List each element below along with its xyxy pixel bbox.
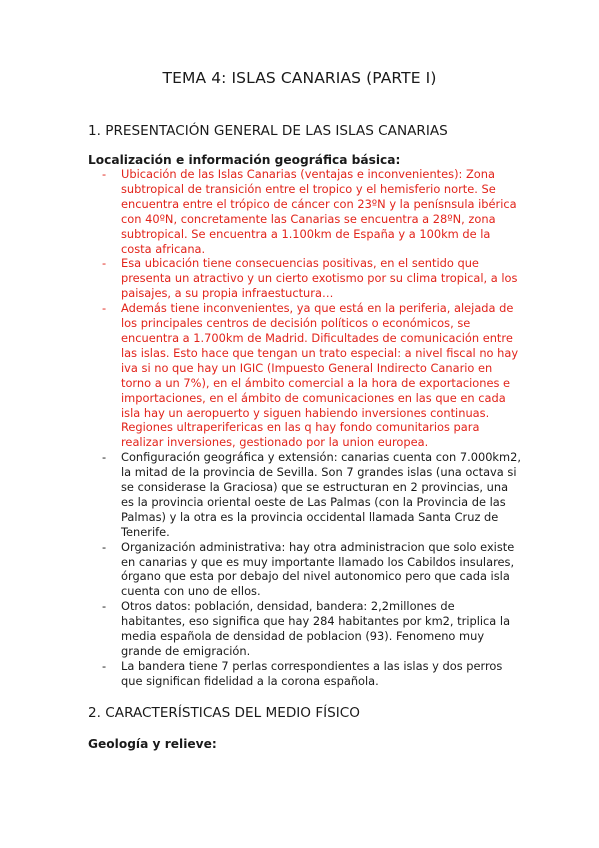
- bullet-dash: -: [102, 167, 107, 181]
- bullet-item-ubicacion: [102, 167, 522, 256]
- bullet-dash: -: [102, 658, 107, 673]
- bullet-item-configuracion: [102, 450, 522, 539]
- section-2-subheading: Geología y relieve:: [88, 737, 217, 751]
- bullet-text: Otros datos: población, densidad, bandera: 2,2millones de habitantes, eso significa que hay 284 habitantes por km2, triplica la media española de densidad de poblacion (93). Fenomeno muy grande de emigración.: [121, 599, 511, 658]
- section-1-bullet-list: [102, 167, 522, 689]
- bullet-dash: -: [102, 450, 107, 465]
- bullet-dash: -: [102, 539, 107, 554]
- bullet-dash: -: [102, 256, 107, 271]
- bullet-dash: -: [102, 301, 107, 316]
- bullet-item-bandera: [102, 659, 522, 689]
- bullet-item-inconvenientes: [102, 301, 522, 450]
- bullet-dash: -: [102, 599, 107, 614]
- document-title: TEMA 4: ISLAS CANARIAS (PARTE I): [162, 69, 437, 87]
- bullet-text: La bandera tiene 7 perlas correspondientes a las islas y dos perros que significan fidelidad a la corona española.: [121, 658, 503, 688]
- section-1-subheading: Localización e información geográfica básica:: [88, 153, 401, 167]
- bullet-text: Organización administrativa: hay otra administracion que solo existe en canarias y que es muy importante llamado los Cabildos insulares, órgano que esta por debajo del nivel autonomico pero que cada isla cuenta con uno de ellos.: [121, 539, 515, 599]
- bullet-text: Configuración geográfica y extensión: canarias cuenta con 7.000km2, la mitad de la provincia de Sevilla. Son 7 grandes islas (una octava si se considerase la Graciosa) que se estructuran en 2 provincias, una es la provincia oriental oeste de Las Palmas (con la Provincia de las Palmas) y la otra es la provincia occidental llamada Santa Cruz de Tenerife.: [121, 450, 521, 539]
- bullet-item-consecuencias: [102, 256, 522, 301]
- section-2-heading: 2. CARACTERÍSTICAS DEL MEDIO FÍSICO: [88, 705, 360, 721]
- bullet-text: Esa ubicación tiene consecuencias positivas, en el sentido que presenta un atractivo y un cierto exotismo por su clima tropical, a los paisajes, a su propia infraestuctura…: [121, 256, 518, 301]
- bullet-item-organizacion: [102, 540, 522, 600]
- section-1-heading: 1. PRESENTACIÓN GENERAL DE LAS ISLAS CANARIAS: [88, 123, 448, 139]
- bullet-text: Además tiene inconvenientes, ya que está en la periferia, alejada de los principales centros de decisión políticos o económicos, se encuentra a 1.700km de Madrid. Dificultades de comunicación entre las islas. Esto hace que tengan un trato especial: a nivel fiscal no hay iva si no que hay un IGIC (Impuesto General Indirecto Canario en torno a un 7%), en el ámbito comercial a la hora de exportaciones e importaciones, en el ámbito de comunicaciones en las que en cada isla hay un aeropuerto y siguen habiendo inversiones continuas. Regiones ultraperifericas en las q hay fondo comunitarios para realizar inversiones, gestionado por la union europea.: [121, 301, 519, 450]
- bullet-text: Ubicación de las Islas Canarias (ventajas e inconvenientes): Zona subtropical de transición entre el tropico y el hemisferio norte. Se encuentra entre el trópico de cáncer con 23ºN y la penísnsula ibérica con 40ºN, concretamente las Canarias se encuentra a 28ºN, zona subtropical. Se encuentra a 1.100km de España y a 100km de la costa africana.: [121, 167, 517, 256]
- bullet-item-otros-datos: [102, 599, 522, 659]
